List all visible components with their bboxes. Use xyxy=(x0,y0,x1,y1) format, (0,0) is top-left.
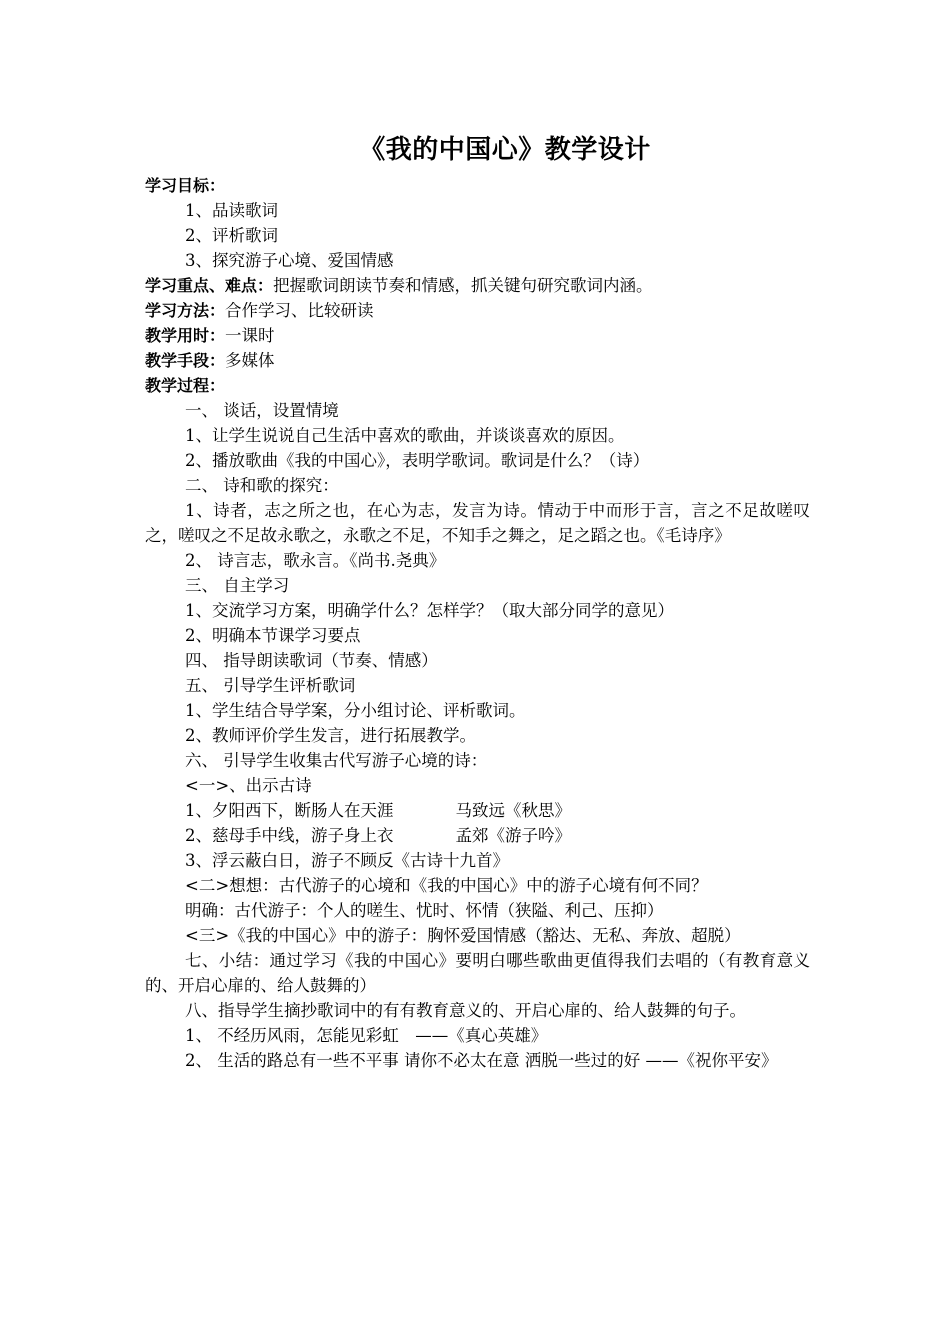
section-item: 1、交流学习方案，明确学什么？怎样学？（取大部分同学的意见） xyxy=(185,601,674,620)
section-heading: 一、 谈话，设置情境 xyxy=(185,401,339,420)
poem-line: 3、浮云蔽白日，游子不顾反《古诗十九首》 xyxy=(185,851,509,870)
section-item: 2、明确本节课学习要点 xyxy=(185,626,361,645)
means-label: 教学手段： xyxy=(145,351,226,370)
process-label: 教学过程： xyxy=(145,376,226,395)
time-line xyxy=(145,323,810,348)
document-title: 《我的中国心》教学设计 xyxy=(359,135,651,165)
clarify-line: 明确：古代游子：个人的嗟生、忧时、怀情（狭隘、利己、压抑） xyxy=(185,901,664,920)
section-heading: 五、 引导学生评析歌词 xyxy=(185,676,356,695)
objective-item: 2、评析歌词 xyxy=(185,226,278,245)
poem-source: 孟郊《游子吟》 xyxy=(455,826,571,845)
subsection-heading: <二>想想：古代游子的心境和《我的中国心》中的游子心境有何不同？ xyxy=(185,876,708,895)
quote-item: 1、 不经历风雨，怎能见彩虹 ——《真心英雄》 xyxy=(185,1026,548,1045)
objectives-heading xyxy=(145,173,810,198)
poem-line xyxy=(145,823,810,848)
means-line xyxy=(145,348,810,373)
method-label: 学习方法： xyxy=(145,301,226,320)
key-points-label: 学习重点、难点： xyxy=(145,276,274,295)
section-item: 1、学生结合导学案，分小组讨论、评析歌词。 xyxy=(185,701,526,720)
objective-item: 1、品读歌词 xyxy=(185,201,278,220)
section-item: 1、让学生说说自己生活中喜欢的歌曲，并谈谈喜欢的原因。 xyxy=(185,426,625,445)
summary-paragraph: 七、小结：通过学习《我的中国心》要明白哪些歌曲更值得我们去唱的（有教育意义的、开启心扉的、给人鼓舞的） xyxy=(145,951,810,995)
section-heading: 四、 指导朗读歌词（节奏、情感） xyxy=(185,651,438,670)
section-paragraph: 1、诗者，志之所之也，在心为志，发言为诗。情动于中而形于言，言之不足故嗟叹之，嗟叹之不足故永歌之，永歌之不足，不知手之舞之，足之蹈之也。《毛诗序》 xyxy=(145,501,810,545)
section-heading: 六、 引导学生收集古代写游子心境的诗： xyxy=(185,751,488,770)
subsection-heading: <三>《我的中国心》中的游子：胸怀爱国情感（豁达、无私、奔放、超脱） xyxy=(185,926,741,945)
objectives-label: 学习目标： xyxy=(145,176,226,195)
section-heading: 三、 自主学习 xyxy=(185,576,290,595)
method-text: 合作学习、比较研读 xyxy=(225,301,374,320)
method-line xyxy=(145,298,810,323)
section-item: 2、教师评价学生发言，进行拓展教学。 xyxy=(185,726,476,745)
key-points-line xyxy=(145,273,810,298)
time-label: 教学用时： xyxy=(145,326,226,345)
process-heading xyxy=(145,373,810,398)
poem-verse: 2、慈母手中线，游子身上衣 xyxy=(185,826,394,845)
means-text: 多媒体 xyxy=(225,351,275,370)
section-item: 2、播放歌曲《我的中国心》，表明学歌词。歌词是什么？（诗） xyxy=(185,451,650,470)
section-item: 2、 诗言志，歌永言。《尚书.尧典》 xyxy=(185,551,446,570)
subsection-heading: <一>、出示古诗 xyxy=(185,776,312,795)
document-body xyxy=(145,173,810,1073)
objective-item: 3、探究游子心境、爱国情感 xyxy=(185,251,394,270)
section-heading: 八、指导学生摘抄歌词中的有有教育意义的、开启心扉的、给人鼓舞的句子。 xyxy=(185,1001,746,1020)
key-points-text: 把握歌词朗读节奏和情感，抓关键句研究歌词内涵。 xyxy=(273,276,653,295)
time-text: 一课时 xyxy=(225,326,275,345)
poem-verse: 1、夕阳西下，断肠人在天涯 xyxy=(185,801,394,820)
quote-item: 2、 生活的路总有一些不平事 请你不必太在意 洒脱一些过的好 ——《祝你平安》 xyxy=(185,1051,778,1070)
poem-line xyxy=(145,798,810,823)
poem-source: 马致远《秋思》 xyxy=(455,801,571,820)
section-heading: 二、 诗和歌的探究： xyxy=(185,476,339,495)
